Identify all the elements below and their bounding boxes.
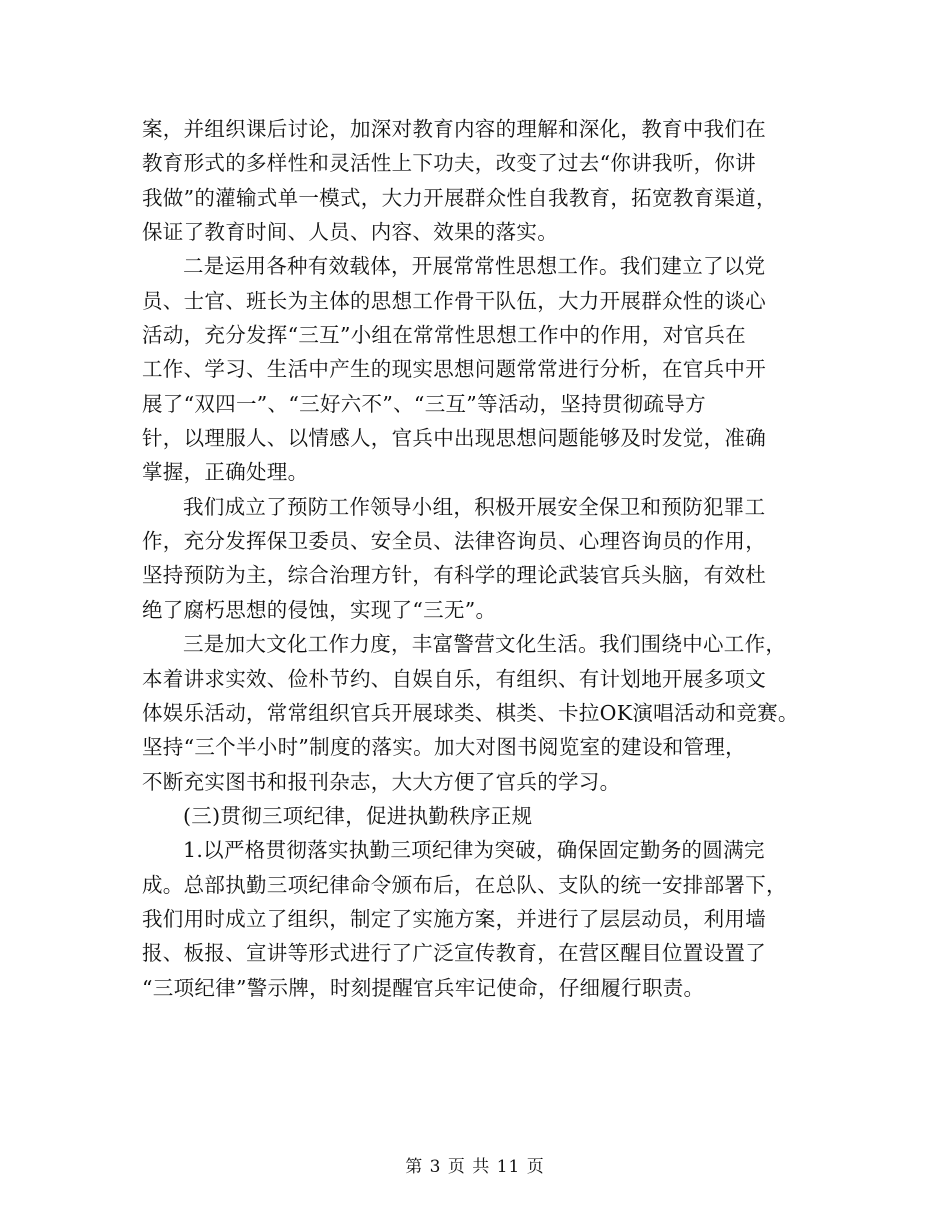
text-line: 本着讲求实效、俭朴节约、自娱自乐，有组织、有计划地开展多项文 [142, 666, 766, 691]
text-line: 不断充实图书和报刊杂志，大大方便了官兵的学习。 [142, 769, 621, 794]
text-line: 掌握，正确处理。 [142, 460, 309, 485]
text-line: 绝了腐朽思想的侵蚀，实现了“三无”。 [142, 597, 497, 622]
text-line: 成。总部执勤三项纪律命令颁布后，在总队、支队的统一安排部署下， [142, 872, 787, 897]
text-line: “三项纪律”警示牌，时刻提醒官兵牢记使命，仔细履行职责。 [142, 975, 705, 1000]
text-line: 员、士官、班长为主体的思想工作骨干队伍，大力开展群众性的谈心 [142, 288, 766, 313]
text-line: 我们用时成立了组织，制定了实施方案，并进行了层层动员，利用墙 [142, 906, 766, 931]
text-line: 保证了教育时间、人员、内容、效果的落实。 [142, 220, 558, 245]
text-line: 教育形式的多样性和灵活性上下功夫，改变了过去“你讲我听，你讲 [142, 151, 756, 176]
paragraph-start-line: 二是运用各种有效载体，开展常常性思想工作。我们建立了以党 [183, 254, 766, 279]
text-line: 工作、学习、生活中产生的现实思想问题常常进行分析，在官兵中开 [142, 357, 766, 382]
document-body [142, 112, 822, 1005]
paragraph-start-line: 我们成立了预防工作领导小组，积极开展安全保卫和预防犯罪工 [183, 494, 766, 519]
text-line: 报、板报、宣讲等形式进行了广泛宣传教育，在营区醒目位置设置了 [142, 941, 766, 966]
text-line: 我做”的灌输式单一模式，大力开展群众性自我教育，拓宽教育渠道， [142, 185, 777, 210]
paragraph-start-line: 1.以严格贯彻落实执勤三项纪律为突破，确保固定勤务的圆满完 [183, 838, 765, 863]
text-line: 案，并组织课后讨论，加深对教育内容的理解和深化，教育中我们在 [142, 117, 766, 141]
section-heading: (三)贯彻三项纪律，促进执勤秩序正规 [183, 803, 533, 828]
page-number-footer: 第 3 页 共 11 页 [405, 1157, 545, 1177]
paragraph-start-line: 三是加大文化工作力度，丰富警营文化生活。我们围绕中心工作， [183, 632, 787, 657]
text-line: 针，以理服人、以情感人，官兵中出现思想问题能够及时发觉，准确 [142, 426, 766, 451]
text-line: 体娱乐活动，常常组织官兵开展球类、棋类、卡拉OK演唱活动和竞赛。 [142, 700, 799, 725]
text-line: 坚持“三个半小时”制度的落实。加大对图书阅览室的建设和管理， [142, 735, 746, 760]
text-line: 展了“双四一”、“三好六不”、“三互”等活动，坚持贯彻疏导方 [142, 391, 706, 416]
text-line: 活动，充分发挥“三互”小组在常常性思想工作中的作用，对官兵在 [142, 323, 746, 348]
text-line: 作，充分发挥保卫委员、安全员、法律咨询员、心理咨询员的作用， [142, 529, 766, 554]
text-line: 坚持预防为主，综合治理方针，有科学的理论武装官兵头脑，有效杜 [142, 563, 766, 588]
